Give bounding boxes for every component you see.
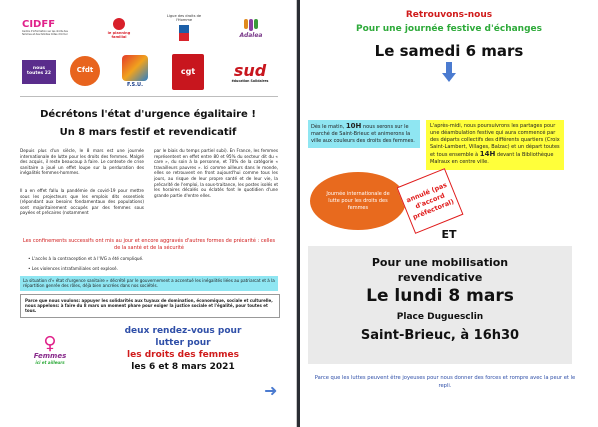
cfdt-logo-text: Cfdt (76, 66, 94, 75)
rendez-vous-line-2: lutter pour (155, 338, 211, 348)
lundi-date: Le lundi 8 mars (366, 286, 514, 306)
main-subtitle: Un 8 mars festif et revendicatif (59, 127, 237, 138)
femmes-logo-text: Femmes (33, 352, 67, 361)
ldh-flag-icon (179, 25, 189, 41)
down-arrow-icon (442, 62, 456, 78)
bullet-icon: • (28, 256, 32, 261)
intro-paragraph-2: Il a en effet fallu la pandémie de covid-19 pour mettre sous les projecteurs que les emplois dits essentiels (répondant aux besoins fondamentaux des populations) sont majoritairement occupés par des femmes sous payées et précaires (notamment (20, 188, 144, 216)
place-name: Place Duguesclin (396, 312, 484, 322)
femmes-ici-ailleurs-logo (22, 324, 78, 376)
cgt-logo (172, 54, 204, 90)
solidarity-call-box: Parce que nous voulons: appuyer les solidarités aux tuyaux de domination, économique, sociale et culturelle, nous appelons: à faire du 8 mars un moment phare pour exiger la justice sociale et l'égalité, pour toutes et tous. (20, 294, 280, 318)
cidff-logo-subtext: Centre d'information sur les droits des femmes et des familles Côtes d'Armor (22, 30, 68, 37)
rendez-vous-line-3: les droits des femmes (127, 350, 239, 360)
sud-logo (224, 58, 276, 88)
morning-event-time: 10H (345, 122, 362, 130)
logo-divider (20, 96, 278, 97)
cidff-logo-text: CIDFF (22, 18, 56, 30)
nous-toutes-logo-text: nous toutes 22 (26, 66, 52, 76)
intro-paragraph-3: par le biais du temps partiel subi). En France, les femmes représentent en effet entre 80 et 95% du secteur dit du « care », du soin à la personne, et 70% de la catégorie « travailleurs pauvres ». Ici comme ailleurs dans le monde, elles se retrouvent en front aujourd'hui comme tous les jours, au risque de leur propre santé et de leur vie, la précarité de l'emploi, la sous-traitance, les postes isolés et les horaires décalés ou éclatés font le quotidien d'une grande partie d'entre elles. (154, 148, 278, 198)
bullet-violences-text: Les violences intrafamiliales ont explosé. (31, 266, 118, 271)
nous-toutes-logo (22, 60, 56, 84)
samedi-date: Le samedi 6 mars (374, 42, 524, 60)
fsu-logo-text: F.S.U. (126, 82, 144, 89)
journee-festive-heading: Pour une journée festive d'échanges (356, 24, 542, 34)
bullet-violences (28, 266, 268, 271)
mobilisation-line-1: Pour une mobilisation (371, 256, 509, 269)
femmes-logo-subtext: ici et ailleurs (35, 359, 65, 365)
urgence-sanitaire-box: La situation d'« état d'urgence sanitaire » décrété par le gouvernement a accentué les inégalités liées au patriarcat et à la répartition genrée des rôles, déjà bien ancrées dans nos sociétés. (20, 276, 278, 291)
main-title: Décrétons l'état d'urgence égalitaire ! (40, 109, 256, 120)
planning-familial-icon (113, 18, 125, 30)
rendez-vous-line-4: les 6 et 8 mars 2021 (131, 362, 235, 372)
afternoon-event-intro: L'après-midi, nous poursuivrons les partages pour une déambulation festive qui aura commencé par des départs collectifs des différents quartiers (Croix Saint-Lambert, Villages, Balzac) et un départ toutes et tous ensemble à (430, 123, 560, 159)
adalea-logo (228, 12, 274, 46)
bullet-contraception-text: L'accès à la contraception et à l'IVG a été compliqué. (31, 256, 144, 261)
planning-familial-logo (100, 12, 138, 46)
intro-paragraph-1: Depuis plus d'un siècle, le 8 mars est une journée internationale de lutte pour les droits des femmes. Malgré des acquis, il reste beaucoup à faire. Le contexte de crise sanitaire a joué un effet loupe sur la perduration des inégalités femmes-hommes. (20, 148, 144, 176)
bullet-contraception (28, 256, 268, 261)
journee-internationale-oval: Journée internationale de lutte pour les droits des femmes (310, 172, 406, 230)
right-arrow-icon: ➜ (264, 381, 278, 400)
closing-message: Parce que les luttes peuvent être joyeuses pour nous donner des forces et rompre avec la peur et le repli. (314, 375, 576, 389)
planning-familial-logo-text: le planning familial (107, 31, 131, 39)
afternoon-event-details: devant la Bibliothèque Malraux en centre ville. (430, 152, 554, 166)
right-flyer-page (300, 0, 598, 427)
retrouvons-heading: Retrouvons-nous (405, 10, 493, 20)
morning-event-box (308, 120, 420, 148)
left-flyer-page (0, 0, 297, 427)
ldh-logo (163, 10, 205, 46)
morning-event-intro: Dès le matin, (311, 124, 345, 130)
rendez-vous-block (90, 325, 276, 373)
mobilisation-line-2: revendicative (397, 271, 483, 284)
cgt-logo-text: cgt (180, 66, 196, 76)
annule-stamp: annulé (pas d'accord préfectoral) (397, 168, 464, 234)
cfdt-logo (70, 56, 100, 86)
et-separator: ET (441, 228, 457, 241)
morning-event-details: nous serons sur le marché de Saint-Brieuc et animerons la ville aux couleurs des droits des femmes. (311, 124, 415, 144)
fsu-logo (118, 52, 152, 92)
adalea-figures-icon (244, 19, 258, 31)
adalea-logo-text: Adalea (239, 31, 263, 39)
bullet-icon: • (28, 266, 32, 271)
ville-heure: Saint-Brieuc, à 16h30 (360, 328, 520, 343)
afternoon-event-box (426, 120, 564, 170)
confinements-heading: Les confinements successifs ont mis au jour et encore aggravés d'autres formes de précarité : celles de la santé et de la sécurité (22, 238, 276, 251)
mobilisation-block (308, 246, 572, 364)
afternoon-event-time: 14H (479, 150, 496, 159)
cidff-logo (22, 10, 70, 46)
sud-logo-subtext: éducation Solidaires (231, 78, 269, 83)
ldh-logo-text: Ligue des droits de l'Homme (166, 14, 202, 22)
venus-symbol-icon: ♀ (43, 333, 57, 355)
fsu-emblem-icon (122, 55, 148, 81)
rendez-vous-line-1: deux rendez-vous pour (124, 326, 242, 336)
sud-logo-text: sud (233, 60, 267, 80)
